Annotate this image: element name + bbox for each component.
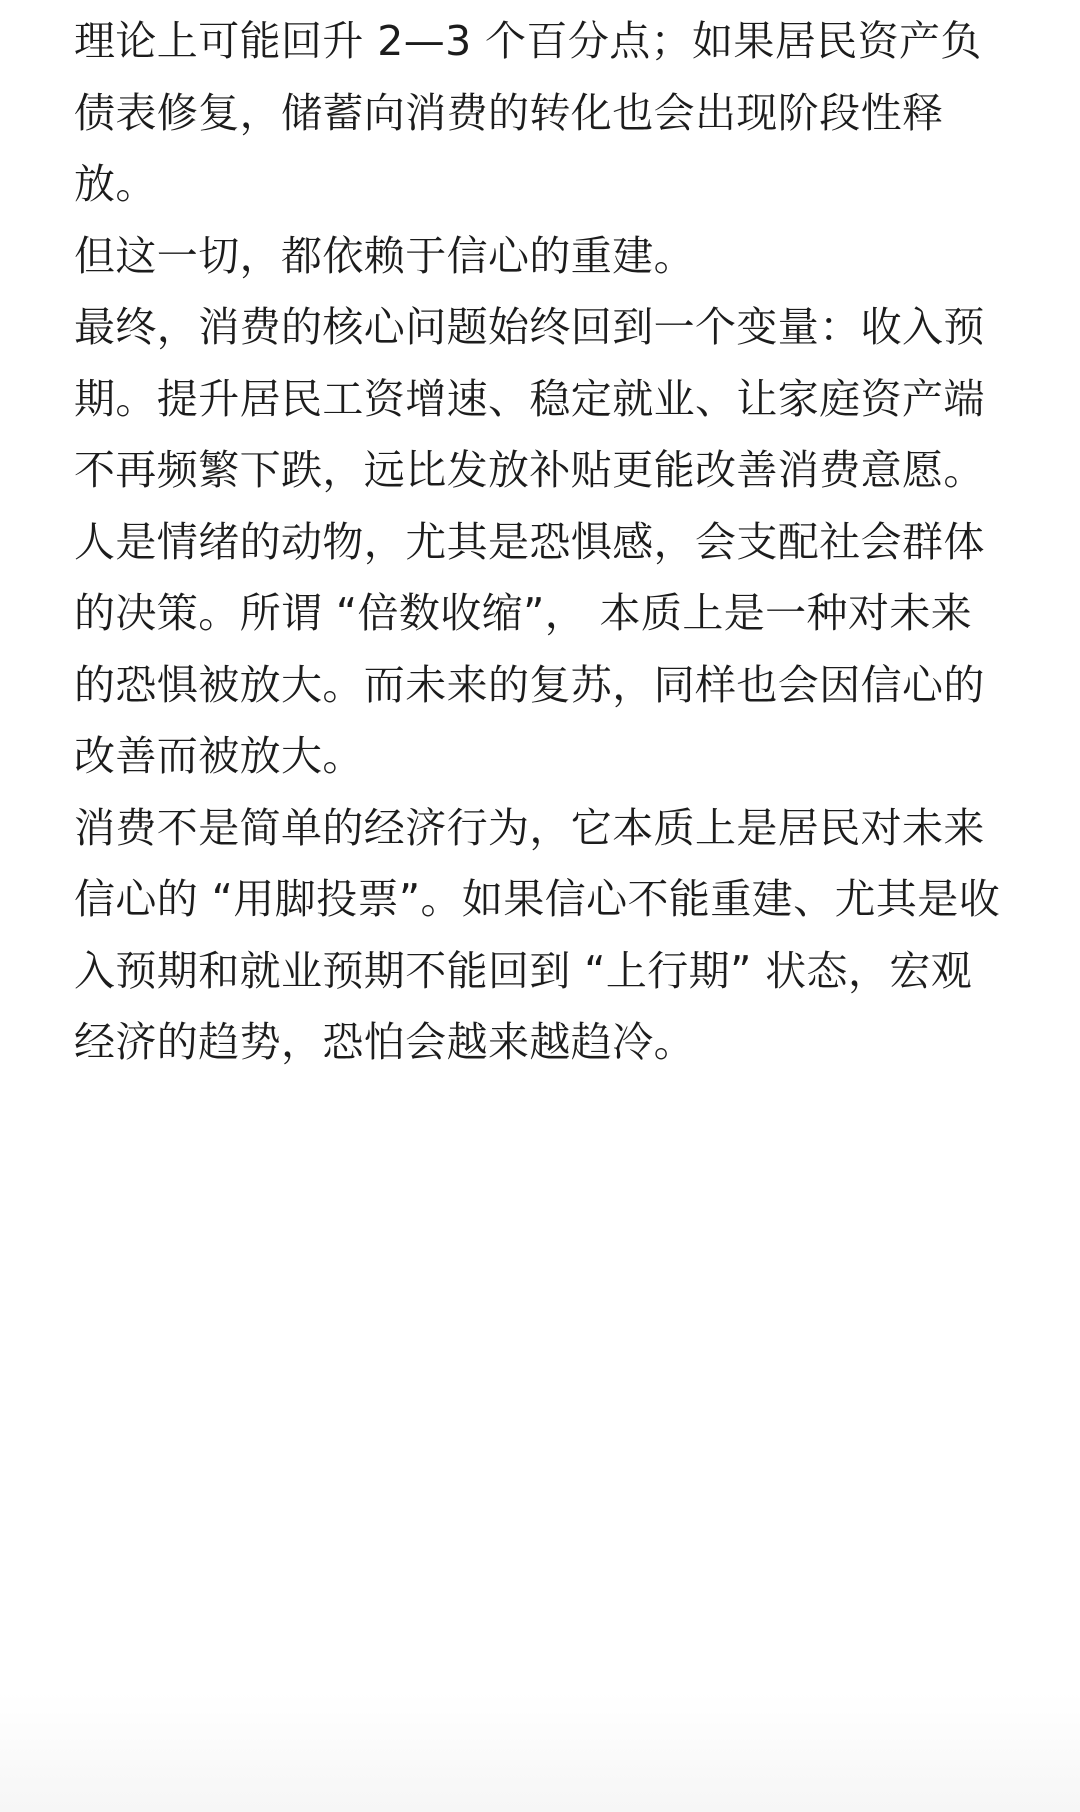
article-paragraph-4: 人是情绪的动物，尤其是恐惧感，会支配社会群体的决策。所谓 “倍数收缩”， 本质上是一种对未来的恐惧被放大。而未来的复苏，同样也会因信心的改善而被放大。	[74, 517, 985, 780]
article-body	[74, 6, 1010, 1079]
article-paragraph-1: 理论上可能回升 2—3 个百分点；如果居民资产负债表修复，储蓄向消费的转化也会出现阶段性释放。	[74, 17, 982, 208]
bottom-fade	[0, 1692, 1080, 1812]
article-paragraph-3: 最终，消费的核心问题始终回到一个变量：收入预期。提升居民工资增速、稳定就业、让家庭资产端不再频繁下跌，远比发放补贴更能改善消费意愿。	[74, 303, 985, 494]
article-paragraph-5: 消费不是简单的经济行为，它本质上是居民对未来信心的 “用脚投票”。如果信心不能重建、尤其是收入预期和就业预期不能回到 “上行期” 状态，宏观经济的趋势，恐怕会越来越趋冷。	[74, 803, 1001, 1066]
article-paragraph-2: 但这一切，都依赖于信心的重建。	[74, 231, 695, 280]
